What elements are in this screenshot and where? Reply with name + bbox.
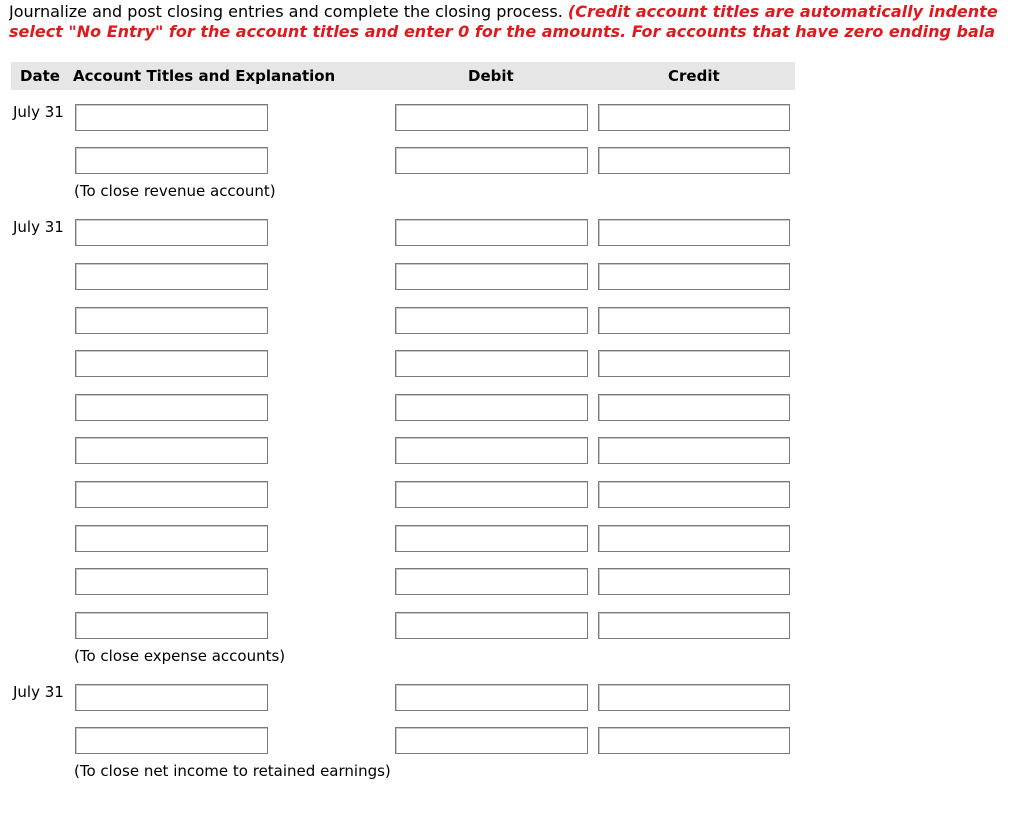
entry-2-row-10-credit-input[interactable] bbox=[598, 612, 790, 639]
entry-2-row-3-account-input[interactable] bbox=[75, 307, 268, 334]
instructions-red-line-2: select "No Entry" for the account titles and enter 0 for the amounts. For accounts that have zero ending bala bbox=[9, 22, 996, 41]
entry-3-row-2-debit-input[interactable] bbox=[395, 727, 588, 754]
instructions-red-line-1: (Credit account titles are automatically indente bbox=[567, 2, 998, 21]
entry-2-row-2-account-input[interactable] bbox=[75, 263, 268, 290]
entry-2-row-8-account-input[interactable] bbox=[75, 525, 268, 552]
entry-2-row-3-debit-input[interactable] bbox=[395, 307, 588, 334]
entry-2-row-6-debit-input[interactable] bbox=[395, 437, 588, 464]
entry-1-explanation: (To close revenue account) bbox=[74, 182, 276, 200]
entry-2-row-2-credit-input[interactable] bbox=[598, 263, 790, 290]
entry-1-row-1-credit-input[interactable] bbox=[598, 104, 790, 131]
entry-2-row-4-debit-input[interactable] bbox=[395, 350, 588, 377]
entry-2-explanation: (To close expense accounts) bbox=[74, 647, 286, 665]
journal-table-header bbox=[11, 62, 795, 90]
column-header-credit: Credit bbox=[668, 67, 720, 85]
entry-3-row-2-credit-input[interactable] bbox=[598, 727, 790, 754]
entry-2-row-1-debit-input[interactable] bbox=[395, 219, 588, 246]
instructions bbox=[9, 2, 1024, 42]
instructions-text: Journalize and post closing entries and complete the closing process. bbox=[9, 2, 568, 21]
entry-2-row-10-debit-input[interactable] bbox=[395, 612, 588, 639]
entry-2-row-9-credit-input[interactable] bbox=[598, 568, 790, 595]
entry-3-row-1-credit-input[interactable] bbox=[598, 684, 790, 711]
entry-2-row-6-account-input[interactable] bbox=[75, 437, 268, 464]
entry-2-row-7-debit-input[interactable] bbox=[395, 481, 588, 508]
column-header-account: Account Titles and Explanation bbox=[73, 67, 336, 85]
entry-1-row-1-debit-input[interactable] bbox=[395, 104, 588, 131]
entry-1-date: July 31 bbox=[13, 103, 64, 121]
entry-2-row-7-credit-input[interactable] bbox=[598, 481, 790, 508]
entry-1-row-2-account-input[interactable] bbox=[75, 147, 268, 174]
entry-2-row-1-account-input[interactable] bbox=[75, 219, 268, 246]
column-header-date: Date bbox=[20, 67, 60, 85]
entry-2-row-3-credit-input[interactable] bbox=[598, 307, 790, 334]
entry-2-row-6-credit-input[interactable] bbox=[598, 437, 790, 464]
entry-2-row-7-account-input[interactable] bbox=[75, 481, 268, 508]
entry-2-row-8-debit-input[interactable] bbox=[395, 525, 588, 552]
entry-2-row-5-debit-input[interactable] bbox=[395, 394, 588, 421]
entry-2-row-4-credit-input[interactable] bbox=[598, 350, 790, 377]
entry-1-row-2-debit-input[interactable] bbox=[395, 147, 588, 174]
entry-2-row-2-debit-input[interactable] bbox=[395, 263, 588, 290]
entry-3-row-1-account-input[interactable] bbox=[75, 684, 268, 711]
entry-2-row-5-credit-input[interactable] bbox=[598, 394, 790, 421]
entry-3-row-1-debit-input[interactable] bbox=[395, 684, 588, 711]
column-header-debit: Debit bbox=[468, 67, 514, 85]
entry-1-row-1-account-input[interactable] bbox=[75, 104, 268, 131]
entry-1-row-2-credit-input[interactable] bbox=[598, 147, 790, 174]
entry-2-row-8-credit-input[interactable] bbox=[598, 525, 790, 552]
entry-2-date: July 31 bbox=[13, 218, 64, 236]
entry-2-row-4-account-input[interactable] bbox=[75, 350, 268, 377]
entry-3-date: July 31 bbox=[13, 683, 64, 701]
entry-2-row-9-account-input[interactable] bbox=[75, 568, 268, 595]
entry-2-row-5-account-input[interactable] bbox=[75, 394, 268, 421]
entry-2-row-9-debit-input[interactable] bbox=[395, 568, 588, 595]
entry-3-explanation: (To close net income to retained earnings) bbox=[74, 762, 391, 780]
entry-2-row-1-credit-input[interactable] bbox=[598, 219, 790, 246]
entry-3-row-2-account-input[interactable] bbox=[75, 727, 268, 754]
entry-2-row-10-account-input[interactable] bbox=[75, 612, 268, 639]
instructions-line-1 bbox=[9, 2, 1024, 22]
instructions-line-2 bbox=[9, 22, 1024, 42]
